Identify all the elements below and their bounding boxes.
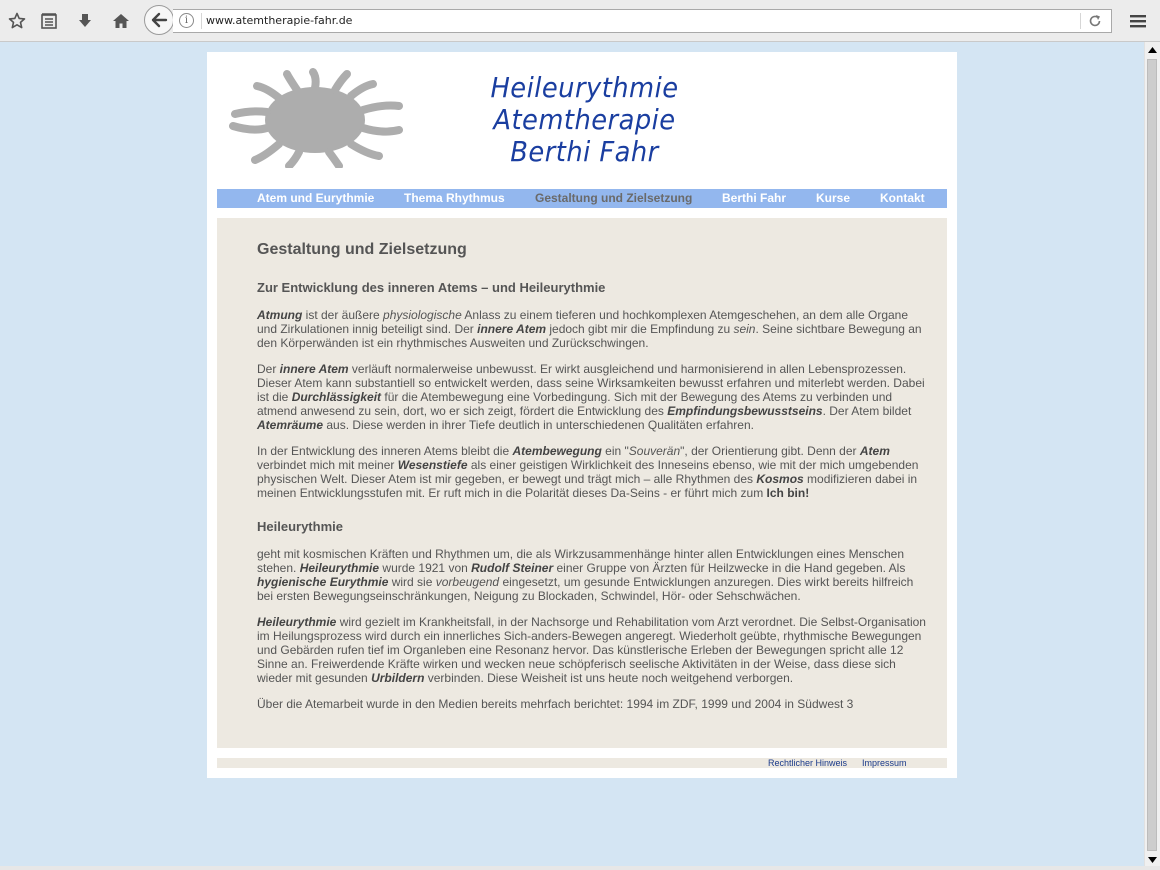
scroll-up-icon[interactable] [1145,42,1160,58]
download-icon[interactable] [75,11,95,31]
url-text[interactable]: www.atemtherapie-fahr.de [206,14,353,27]
paragraph: Der innere Atem verläuft normalerweise unbewusst. Er wirkt ausgleichend und harmonisierend in allen Lebensprozessen. Dieser Atem kann substantiell so entwickelt werden, dass seine Wirksamkeiten bewusst erfahren und miterlebt werden. Dabei ist die Durchlässigkeit für die Atembewegung eine Vorbedingung. Sich mit der Bewegung des Atems zu verbinden und atmend anwesend zu sein, dort, wo er sich zeigt, fördert die Entwicklung des Empfindungsbewusstseins. Der Atem bildet Atemräume aus. Diese werden in ihrer Tiefe deutlich in unterschiedenen Qualitäten erfahren. [257,362,925,432]
paragraph: Atmung ist der äußere physiologische Anlass zu einem tieferen und hochkomplexen Atemgeschehen, an dem alle Organe und Zirkulationen innig beteiligt sind. Der innere Atem jedoch gibt mir die Empfindung zu sein. Seine sichtbare Bewegung an den Körperwänden ist ein rhythmisches Ausweiten und Zurückschwingen. [257,308,922,350]
content-area [217,218,947,748]
nav-item-kontakt[interactable]: Kontakt [880,191,925,205]
imprint-link[interactable]: Impressum [862,758,907,768]
sun-logo-icon [227,68,407,168]
info-icon[interactable]: i [179,13,194,28]
menu-icon[interactable] [1128,11,1148,31]
nav-item-gestaltung-und-zielsetzung[interactable]: Gestaltung und Zielsetzung [535,191,693,205]
browser-toolbar [0,0,1160,42]
main-nav [217,189,947,208]
nav-item-kurse[interactable]: Kurse [816,191,851,205]
section-heading: Zur Entwicklung des inneren Atems – und Heileurythmie [257,280,606,295]
url-divider [1080,13,1081,29]
section-heading: Heileurythmie [257,519,343,534]
nav-item-thema-rhythmus[interactable]: Thema Rhythmus [404,191,505,205]
window-bottom-edge [0,866,1160,870]
bookmark-star-icon[interactable] [7,11,27,31]
reload-icon[interactable] [1087,13,1103,29]
paragraph: Über die Atemarbeit wurde in den Medien bereits mehrfach berichtet: 1994 im ZDF, 1999 und 2004 in Südwest 3 [257,697,854,711]
paragraph: Heileurythmie wird gezielt im Krankheitsfall, in der Nachsorge und Rehabilitation vom Arzt verordnet. Die Selbst-Organisation im Heilungsprozess wird durch ein innerliches Sich-anders-Bewegen angeregt. Wiederholt geübte, rhythmische Bewegungen und Gebärden rufen tief im Organleben eine Resonanz hervor. Das künstlerische Erleben der Bewegungen spricht alle 12 Sinne an. Freiwerdende Kräfte wirken und wecken neue schöpferisch seelische Aktivitäten in der Weise, dass diese sich wieder mit gesunden Urbildern verbinden. Diese Weisheit ist uns heute noch weitgehend verborgen. [257,615,926,685]
nav-item-berthi-fahr[interactable]: Berthi Fahr [722,191,787,205]
legal-notice-link[interactable]: Rechtlicher Hinweis [768,758,848,768]
paragraph: geht mit kosmischen Kräften und Rhythmen um, die als Wirkzusammenhänge hinter allen Entwicklungen eines Menschen stehen. Heileurythmie wurde 1921 von Rudolf Steiner einer Gruppe von Ärzten für Heilzwecke in die Hand gegeben. Als hygienische Eurythmie wird sie vorbeugend eingesetzt, um gesunde Entwicklungen anzuregen. Dies wirkt bereits hilfreich bei ersten Bewegungseinschränkungen, Neigung zu Blockaden, Schwindel, Hör- oder Sehschwächen. [257,547,914,603]
home-icon[interactable] [111,11,131,31]
back-arrow-icon [150,11,168,29]
url-bar[interactable] [173,9,1112,33]
url-divider [201,13,202,29]
site-title [457,72,712,168]
footer [217,758,947,768]
site-title-line: Berthi Fahr [510,135,659,168]
page-scrollbar[interactable] [1144,42,1160,868]
paragraph: In der Entwicklung des inneren Atems bleibt die Atembewegung ein "Souverän", der Orientierung gibt. Denn der Atem verbindet mich mit meiner Wesenstiefe als einer geistigen Wirklichkeit des Inneseins ebenso, wie mit der mich umgebenden physischen Welt. Dieser Atem ist mir gegeben, er bewegt und trägt mich – alle Rhythmen des Kosmos modifizieren dabei in meinen Entwicklungsstufen mit. Er ruft mich in die Polarität dieses Da-Seins - er führt mich zum Ich bin! [257,444,919,500]
nav-item-atem-und-eurythmie[interactable]: Atem und Eurythmie [257,191,375,205]
site-title-line: Heileurythmie [490,71,679,104]
site-title-line: Atemtherapie [493,103,676,136]
scrollbar-thumb[interactable] [1147,59,1157,851]
reading-list-icon[interactable] [39,11,59,31]
page-container [207,52,957,778]
page-title: Gestaltung und Zielsetzung [257,241,467,258]
back-button[interactable] [144,5,174,35]
